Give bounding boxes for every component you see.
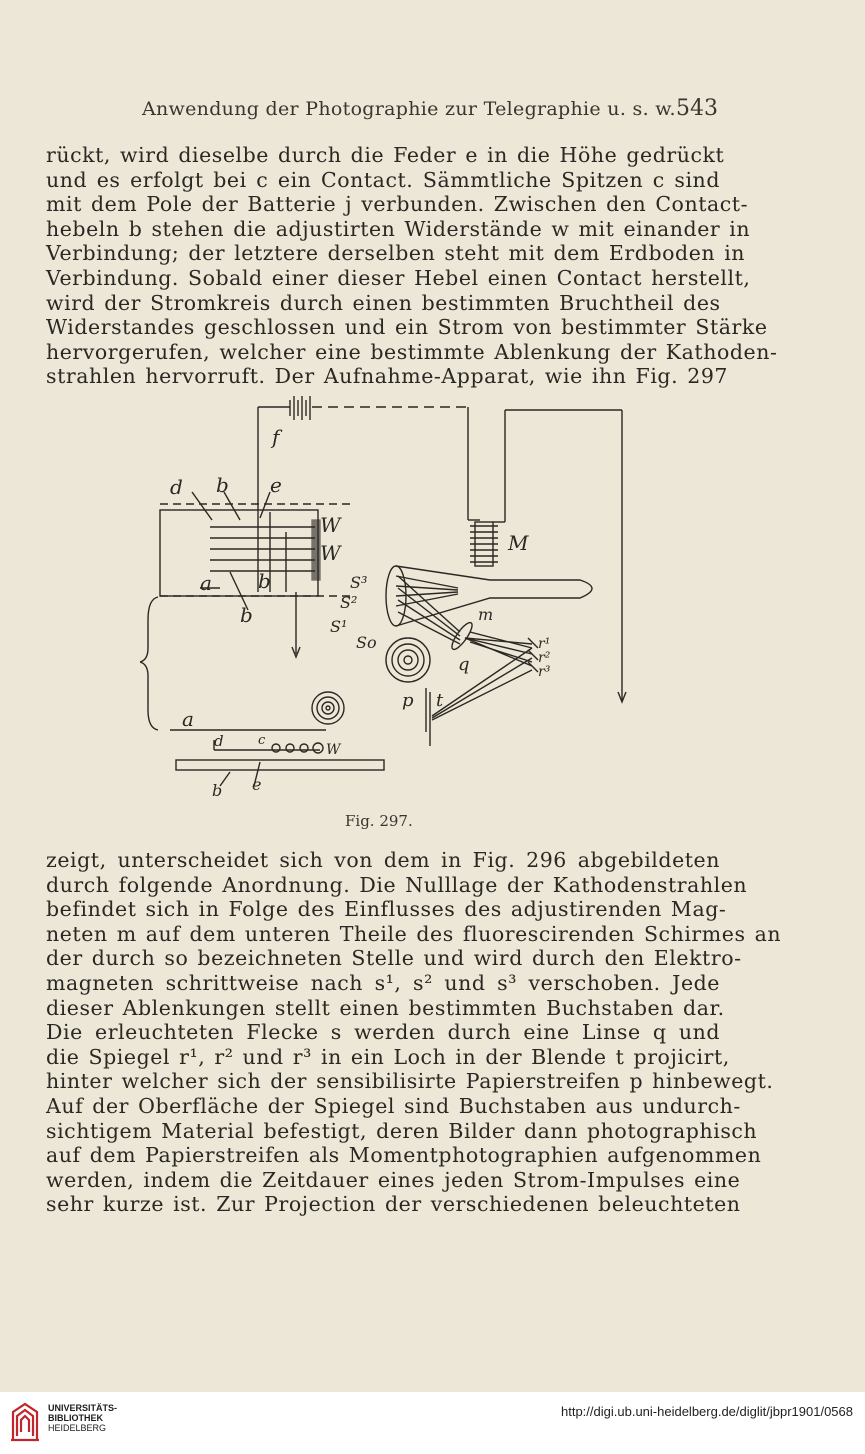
figure-297-diagram <box>140 392 640 802</box>
running-title: Anwendung der Photographie zur Telegraphie u. s. w. <box>142 98 676 120</box>
text-line: hinter welcher sich der sensibilisirte Papierstreifen p hinbewegt. <box>46 1069 774 1094</box>
text-line: auf dem Papierstreifen als Momentphotographien aufgenommen <box>46 1143 762 1168</box>
library-footer <box>0 1392 865 1454</box>
label-w2: W <box>320 541 341 565</box>
label-t: t <box>436 690 444 711</box>
text-line: sehr kurze ist. Zur Projection der verschiedenen beleuchteten <box>46 1192 741 1217</box>
text-line: hervorgerufen, welcher eine bestimmte Ablenkung der Kathoden- <box>46 339 778 364</box>
text-line: durch folgende Anordnung. Die Nulllage der Kathodenstrahlen <box>46 872 748 897</box>
text-line: werden, indem die Zeitdauer eines jeden Strom-Impulses eine <box>46 1167 741 1192</box>
label-b-low: b <box>240 603 253 627</box>
page-number: 543 <box>676 96 718 121</box>
text-line: strahlen hervorruft. Der Aufnahme-Apparat, wie ihn Fig. 297 <box>46 364 729 389</box>
text-line: Auf der Oberfläche der Spiegel sind Buchstaben aus undurch- <box>46 1093 741 1118</box>
label-b-bottom: b <box>212 781 223 800</box>
label-d-low: d <box>214 732 224 750</box>
text-line: Verbindung; der letztere derselben steht mit dem Erdboden in <box>46 241 746 266</box>
paragraph-1 <box>46 143 778 389</box>
text-line: neten m auf dem unteren Theile des fluorescirenden Schirmes an <box>46 921 782 946</box>
paragraph-2 <box>46 848 782 1217</box>
text-line: zeigt, unterscheidet sich von dem in Fig. 296 abgebildeten <box>46 848 720 872</box>
figure-caption: Fig. 297. <box>345 812 413 830</box>
library-logo-icon <box>9 1402 41 1442</box>
label-p: p <box>402 690 414 711</box>
label-e-bottom: e <box>252 775 262 794</box>
text-line: befindet sich in Folge des Einflusses des adjustirenden Mag- <box>46 897 727 922</box>
text-line: Die erleuchteten Flecke s werden durch eine Linse q und <box>46 1020 720 1045</box>
source-url-link[interactable]: http://digi.ub.uni-heidelberg.de/diglit/jbpr1901/0568 <box>561 1404 853 1419</box>
label-s2: S² <box>340 593 358 612</box>
label-q: q <box>458 654 470 675</box>
label-e: e <box>270 473 282 497</box>
page-header <box>46 98 718 126</box>
text-line: magneten schrittweise nach s¹, s² und s³ verschoben. Jede <box>46 970 720 995</box>
text-line: dieser Ablenkungen stellt einen bestimmten Buchstaben dar. <box>46 995 725 1020</box>
label-c: c <box>258 733 266 748</box>
label-f: f <box>272 425 280 449</box>
text-line: sichtigem Material befestigt, deren Bilder dann photographisch <box>46 1118 758 1143</box>
logo-line: HEIDELBERG <box>48 1423 107 1433</box>
label-a-top: a <box>200 571 212 595</box>
label-m: m <box>478 605 494 624</box>
text-line: die Spiegel r¹, r² und r³ in ein Loch in der Blende t projicirt, <box>46 1044 730 1069</box>
label-b-mid: b <box>258 569 271 593</box>
label-a-low: a <box>182 707 194 731</box>
text-line: und es erfolgt bei c ein Contact. Sämmtliche Spitzen c sind <box>46 167 720 192</box>
label-so: So <box>356 633 377 652</box>
label-r3: r³ <box>538 664 551 680</box>
label-d: d <box>170 475 183 499</box>
label-m-coil: M <box>508 531 529 555</box>
label-s3: S³ <box>350 573 368 592</box>
label-r1: r¹ <box>538 636 551 652</box>
label-b-top: b <box>216 473 229 497</box>
label-s1: S¹ <box>330 617 348 636</box>
text-line: Widerstandes geschlossen und ein Strom von bestimmter Stärke <box>46 315 768 340</box>
library-logo-text <box>48 1403 117 1433</box>
text-line: mit dem Pole der Batterie j verbunden. Zwischen den Contact- <box>46 192 749 217</box>
text-line: der durch so bezeichneten Stelle und wird durch den Elektro- <box>46 946 742 971</box>
text-line: hebeln b stehen die adjustirten Widerstände w mit einander in <box>46 216 751 241</box>
label-w1: W <box>320 513 341 537</box>
text-line: wird der Stromkreis durch einen bestimmten Bruchtheil des <box>46 290 721 315</box>
text-line: Verbindung. Sobald einer dieser Hebel einen Contact herstellt, <box>46 265 751 290</box>
label-r2: r² <box>538 650 551 666</box>
text-line: rückt, wird dieselbe durch die Feder e in die Höhe gedrückt <box>46 143 725 167</box>
logo-line: BIBLIOTHEK <box>48 1413 103 1423</box>
logo-line: UNIVERSITÄTS- <box>48 1403 118 1413</box>
label-w-low: W <box>326 742 341 758</box>
